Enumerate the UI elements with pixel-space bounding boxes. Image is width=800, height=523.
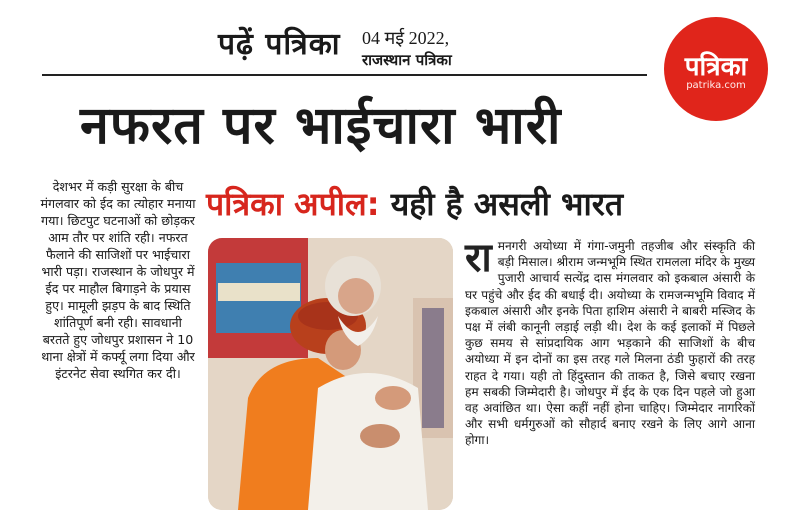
masthead-rule <box>42 74 647 76</box>
embrace-photo-illustration <box>208 238 453 510</box>
publication-date: 04 मई 2022, <box>362 28 450 48</box>
article-body <box>465 235 755 449</box>
headline: नफरत पर भाईचारा भारी <box>80 96 562 156</box>
left-column-text: देशभर में कड़ी सुरक्षा के बीच मंगलवार को ईद का त्योहार मनाया गया। छिटपुट घटनाओं को छोड़कर आम तौर पर शांति रही। नफरत फैलाने की साजिशों पर भाईचारा भारी पड़ा। राजस्थान के जोधपुर में ईद पर माहौल बिगाड़ने के प्रयास हुए। मामूली झड़प के बाद स्थिति शांतिपूर्ण बनी रही। सावधानी बरतते हुए जोधपुर प्रशासन ने 10 थाना क्षेत्रों में कर्फ्यू लगा दिया और इंटरनेट सेवा स्थगित कर दी। <box>40 179 196 381</box>
logo-url: patrika.com <box>686 80 746 91</box>
patrika-logo <box>664 17 768 121</box>
masthead-brand: पढ़ें पत्रिका <box>218 27 341 62</box>
subhead-prefix: पत्रिका अपील: <box>206 185 380 223</box>
edition-name: राजस्थान पत्रिका <box>362 51 452 69</box>
subheadline <box>206 182 623 225</box>
logo-text: पत्रिका <box>684 52 748 82</box>
news-photo <box>208 238 453 510</box>
article-dropcap: रा <box>465 235 492 281</box>
subhead-rest: यही है असली भारत <box>379 185 624 223</box>
article-text: मनगरी अयोध्या में गंगा-जमुनी तहजीब और संस्कृति की बड़ी मिसाल। श्रीराम जन्मभूमि स्थित रामलला मंदिर के मुख्य पुजारी आचार्य सत्येंद्र दास मंगलवार को इकबाल अंसारी के घर पहुंचे और ईद की बधाई दी। अयोध्या के रामजन्मभूमि विवाद में इकबाल अंसारी और इनके पिता हाशिम अंसारी ने बाबरी मस्जिद के पक्ष में लंबी कानूनी लड़ाई लड़ी थी। देश के कई इलाकों में पिछले कुछ समय से सांप्रदायिक आग भड़काने की साजिशों के बीच अयोध्या में इन दोनों का इस तरह गले मिलना ठंडी फुहारों की तरह राहत दे गया। यही तो हिंदुस्तान की ताकत है, जिसे बचाए रखना हम सबकी जिम्मेदारी है। जोधपुर में ईद के एक दिन पहले जो हुआ वह अवांछित था। ऐसा कहीं नहीं होना चाहिए। जिम्मेदार नागरिकों और सभी धर्मगुरुओं को सौहार्द बनाए रखने के लिए आगे आना होगा। <box>465 239 755 448</box>
